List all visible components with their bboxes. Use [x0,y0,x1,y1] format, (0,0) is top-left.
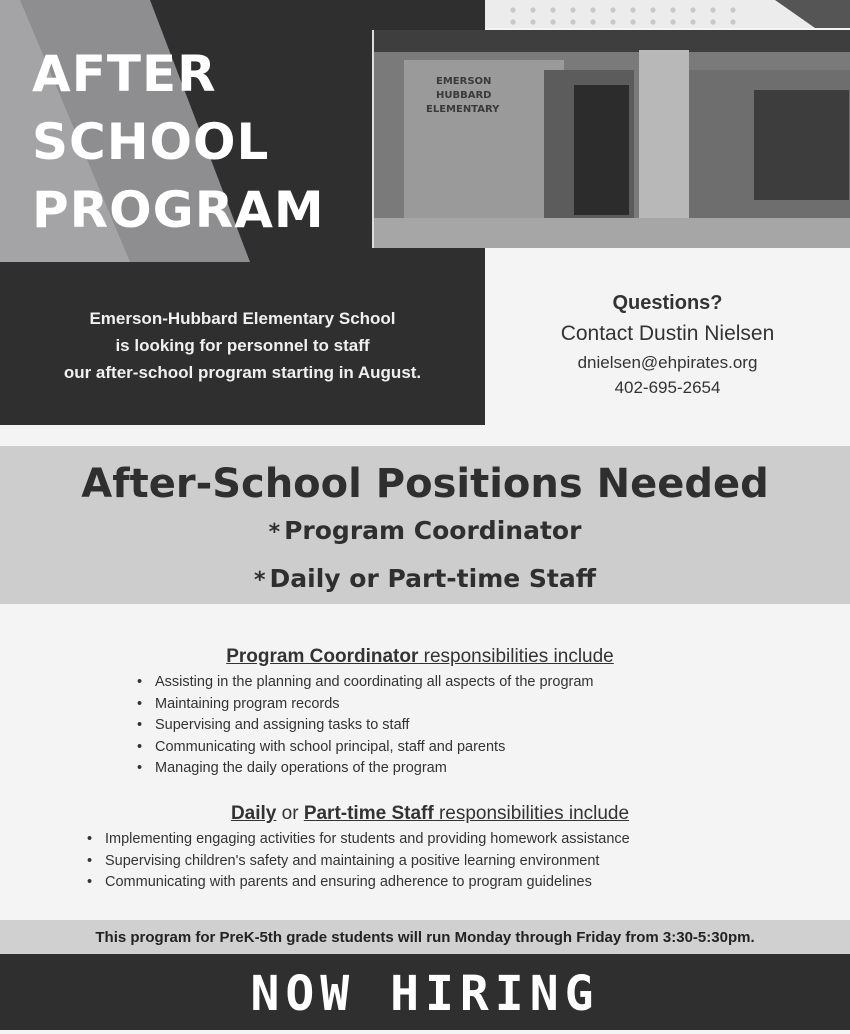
list-item: • Supervising children's safety and maintaining a positive learning environment [85,851,775,873]
dot-pattern [485,0,850,28]
position-label: Daily or Part-time Staff [269,564,596,593]
intro-line: Emerson-Hubbard Elementary School [89,309,396,328]
staff-heading-rest: responsibilities include [433,803,630,824]
position-item [0,556,850,604]
hero-title-line: SCHOOL [32,113,270,171]
positions-heading: After-School Positions Needed [81,461,769,507]
star-icon: * [268,520,281,545]
star-icon: * [254,568,266,593]
contact-info [485,288,850,400]
contact-name: Contact Dustin Nielsen [560,322,775,345]
staff-list [85,829,775,894]
list-item: • Communicating with parents and ensuring adherence to program guidelines [85,872,775,894]
school-building-image [374,30,850,248]
intro-text [0,305,485,386]
coordinator-heading-bold: Program Coordinator [226,646,419,667]
position-item [0,508,850,556]
intro-line: our after-school program starting in August. [63,363,422,382]
contact-email[interactable]: dnielsen@ehpirates.org [577,353,758,372]
sign-line: HUBBARD [436,90,492,101]
list-item: • Implementing engaging activities for students and providing homework assistance [85,829,775,851]
coordinator-heading [125,644,715,670]
coordinator-section [135,644,715,780]
footer-banner [0,954,850,1030]
coordinator-heading-rest: responsibilities include [418,646,614,667]
positions-band [0,446,850,604]
hero-title-line: AFTER [32,45,217,103]
list-item: • Managing the daily operations of the program [135,758,715,780]
questions-heading: Questions? [612,292,723,314]
hero-title-line: PROGRAM [32,181,325,239]
staff-heading-bold: Daily [230,803,277,824]
list-item: • Assisting in the planning and coordinating all aspects of the program [135,672,715,694]
list-item: • Maintaining program records [135,694,715,716]
school-building-photo [372,30,850,248]
contact-phone[interactable]: 402-695-2654 [614,378,721,397]
hero-title [32,40,325,244]
schedule-note: This program for PreK-5th grade students will run Monday through Friday from 3:30-5:30pm. [0,920,850,954]
position-label: Program Coordinator [284,516,582,545]
intro-line: is looking for personnel to staff [115,336,370,355]
sign-line: ELEMENTARY [426,104,500,115]
staff-heading-bold: Part-time Staff [303,803,434,824]
coordinator-list [135,672,715,780]
staff-section [85,801,775,894]
now-hiring-text: NOW HIRING [250,966,600,1022]
list-item: • Communicating with school principal, staff and parents [135,737,715,759]
staff-heading [85,801,775,827]
staff-heading-mid: or [276,803,304,824]
list-item: • Supervising and assigning tasks to staff [135,715,715,737]
sign-line: EMERSON [436,76,492,87]
